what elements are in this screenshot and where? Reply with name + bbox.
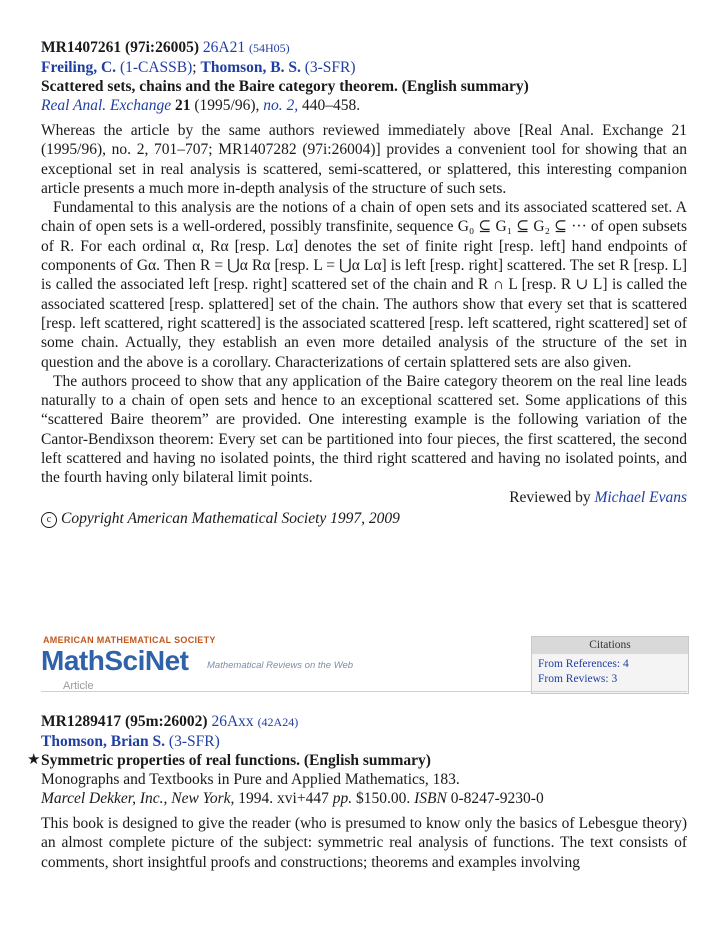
mathscinet-banner bbox=[41, 633, 687, 693]
classification-link[interactable]: 26A21 bbox=[202, 39, 246, 56]
reviewed-by-label: Reviewed by bbox=[509, 488, 591, 506]
journal-pages: 440–458. bbox=[302, 97, 361, 114]
author-link-thomson[interactable]: Thomson, B. S. bbox=[200, 59, 301, 76]
from-references-link[interactable]: From References: 4 bbox=[538, 658, 629, 670]
mathscinet-tagline: Mathematical Reviews on the Web bbox=[207, 660, 354, 671]
author-affiliation[interactable]: (1-CASSB) bbox=[119, 59, 193, 76]
author-separator: ; bbox=[192, 59, 197, 76]
review-1-body bbox=[41, 121, 687, 488]
star-icon: ★ bbox=[27, 752, 41, 768]
copyright-line bbox=[41, 509, 687, 529]
review-1-header bbox=[41, 38, 687, 58]
summary-note: (English summary) bbox=[303, 752, 431, 769]
article-title: Scattered sets, chains and the Baire category theorem. bbox=[41, 78, 398, 95]
review-2-header bbox=[41, 712, 687, 732]
review-paragraph: Whereas the article by the same authors reviewed immediately above [Real Anal. Exchange 21 (1995/96), no. 2, 701–707; MR1407282 (97i:26004)] provides a convenient tool for showing that an exceptional set in real analysis is scattered, semi-scattered, or splattered, this interesting companion article presents a much more in-depth analysis of the structure of such sets. bbox=[41, 122, 687, 197]
copyright-icon: c bbox=[41, 512, 57, 528]
author-affiliation[interactable]: (3-SFR) bbox=[304, 59, 356, 76]
citations-title: Citations bbox=[532, 637, 688, 654]
publisher-line bbox=[41, 789, 687, 808]
review-2 bbox=[27, 712, 687, 872]
author-affiliation[interactable]: (3-SFR) bbox=[168, 733, 220, 750]
pp-label: pp. bbox=[332, 790, 353, 807]
mr-number: MR1407261 (97i:26005) bbox=[41, 39, 199, 56]
title-line bbox=[27, 751, 687, 770]
review-paragraph: This book is designed to give the reader (who is presumed to know only the basics of Lebesgue theory) an almost complete picture of the subject: symmetric real analysis of functions. The text consists of comments, short insightful proofs and constructions; theorems and examples involving bbox=[41, 815, 687, 871]
reviewer-link[interactable]: Michael Evans bbox=[594, 488, 687, 506]
review-2-body bbox=[41, 814, 687, 872]
mathscinet-logo[interactable]: MathSciNet bbox=[41, 645, 189, 676]
review-paragraph: The authors proceed to show that any application of the Baire category theorem on the real line leads naturally to a chain of open sets and hence to an exceptional scattered set. Some applications of this “scattered Baire theorem” are provided. One interesting example is the following variation of the Cantor-Bendixson theorem: Every set can be partitioned into four pieces, the first scattered, the second left scattered and having no isolated points, the third right scattered and having no isolated points, and the fourth having only bilateral limit points. bbox=[41, 372, 687, 487]
society-name: AMERICAN MATHEMATICAL SOCIETY bbox=[43, 635, 216, 645]
review-1 bbox=[41, 38, 687, 529]
reviewed-by-line bbox=[41, 488, 687, 507]
classification-link[interactable]: 26Axx bbox=[211, 713, 254, 730]
isbn-label: ISBN bbox=[414, 790, 447, 807]
banner-divider bbox=[41, 691, 687, 692]
price: $150.00. bbox=[355, 790, 411, 807]
review-paragraph: Fundamental to this analysis are the notions of a chain of open sets and its associated scattered set. A chain of open sets is a well-ordered, possibly transfinite, sequence G₀ ⊆ G₁ ⊆ G₂ ⊆ ··· of open subsets of R. For each ordinal α, Rα [resp. Lα] denotes the set of finite right [resp. left] hand endpoints of components of Gα. Then R = ⋃α Rα [resp. L = ⋃α Lα] is left [resp. right] scattered. The set R [resp. L] is called the associated left [resp. right] scattered set of the chain and R ∩ L [resp. R ∪ L] is called the associated scattered [resp. splattered] set of the chain. The authors show that every set that is scattered [resp. left scattered, right scattered] is the associated scattered [resp. left scattered, right scattered] set of some chain. Actually, they establish an even more detailed analysis of the structure of the set in question and the above is a corollary. Characterizations of certain splattered sets are also given. bbox=[41, 199, 687, 371]
journal-year: (1995/96), bbox=[194, 97, 260, 114]
citations-box bbox=[531, 636, 689, 694]
copyright-text: Copyright American Mathematical Society 1997, 2009 bbox=[61, 509, 400, 527]
secondary-class-link[interactable]: (54H05) bbox=[248, 41, 290, 55]
author-link-freiling[interactable]: Freiling, C. bbox=[41, 59, 117, 76]
journal-volume: 21 bbox=[175, 97, 191, 114]
author-link-thomson[interactable]: Thomson, Brian S. bbox=[41, 733, 166, 750]
book-title: Symmetric properties of real functions. bbox=[41, 752, 301, 769]
page-count: xvi+447 bbox=[277, 790, 329, 807]
authors-line bbox=[41, 732, 687, 751]
article-tab[interactable]: Article bbox=[63, 680, 94, 692]
summary-note: (English summary) bbox=[401, 78, 529, 95]
title-line bbox=[41, 77, 687, 96]
journal-link[interactable]: Real Anal. Exchange bbox=[41, 97, 172, 114]
mr-number: MR1289417 (95m:26002) bbox=[41, 713, 208, 730]
series-line: Monographs and Textbooks in Pure and Applied Mathematics, 183. bbox=[41, 771, 460, 788]
authors-line bbox=[41, 58, 687, 77]
publisher: Marcel Dekker, Inc., New York, bbox=[41, 790, 235, 807]
secondary-class-link[interactable]: (42A24) bbox=[257, 715, 299, 729]
isbn: 0-8247-9230-0 bbox=[450, 790, 544, 807]
pub-year: 1994. bbox=[238, 790, 274, 807]
from-reviews-link[interactable]: From Reviews: 3 bbox=[538, 673, 618, 685]
journal-line bbox=[41, 96, 687, 115]
journal-issue-link[interactable]: no. 2, bbox=[263, 97, 299, 114]
